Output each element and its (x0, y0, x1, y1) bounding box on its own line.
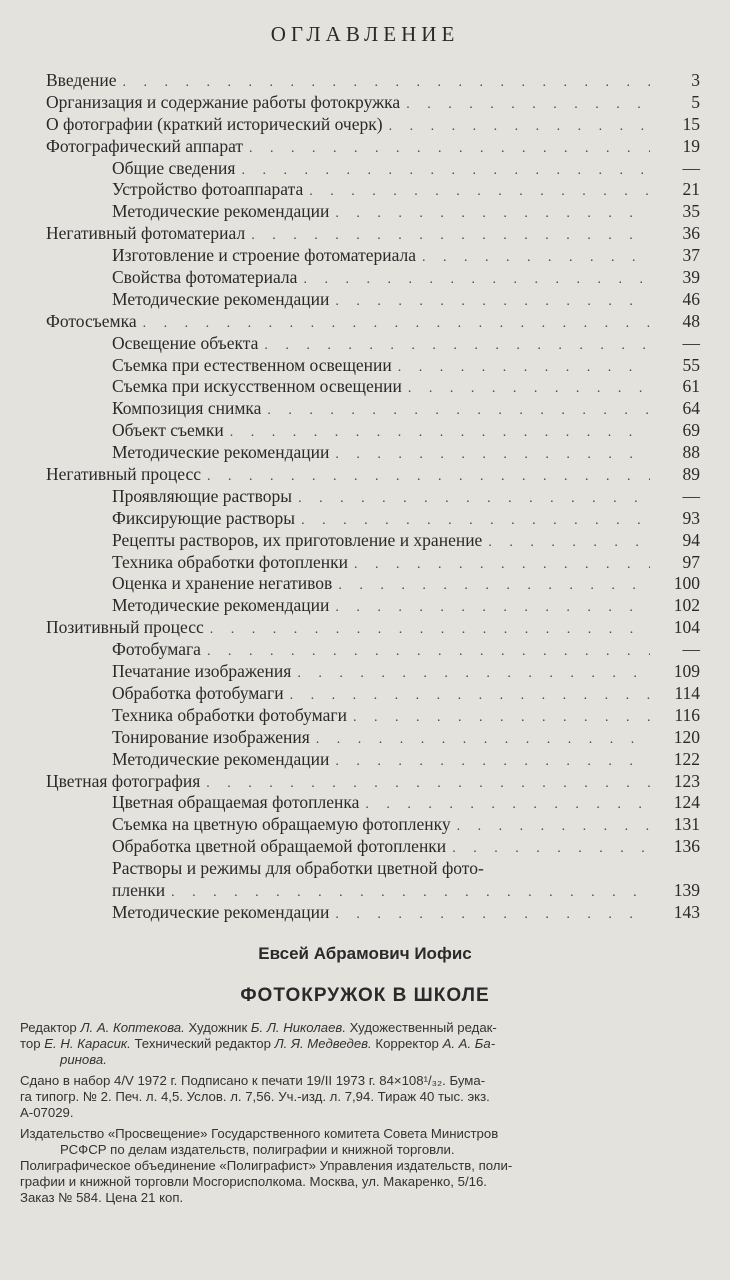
toc-entry (46, 858, 700, 880)
toc-entry-page: 35 (682, 201, 700, 222)
toc-leader-dots (123, 72, 650, 94)
toc-entry-page: 88 (682, 442, 700, 463)
table-of-contents (46, 70, 700, 924)
toc-entry (46, 617, 700, 639)
toc-entry-page: 15 (682, 113, 700, 134)
toc-entry-label: Растворы и режимы для обработки цветной фото- (112, 858, 484, 879)
toc-entry-page: 116 (674, 704, 700, 725)
toc-entry-page: 39 (682, 267, 700, 288)
art-editor-name: Е. Н. Карасик. (44, 1036, 131, 1051)
toc-entry (46, 376, 700, 398)
toc-entry-page: 93 (682, 507, 700, 528)
toc-entry-page: 97 (682, 551, 700, 572)
imprint-credits (20, 1020, 720, 1068)
toc-entry-page: 120 (673, 726, 700, 747)
toc-entry-label: О фотографии (краткий исторический очерк) (46, 113, 383, 134)
artist-name: Б. Л. Николаев. (250, 1020, 346, 1035)
toc-entry-page: 69 (682, 420, 700, 441)
toc-entry-page: 139 (673, 879, 700, 900)
toc-entry-label: Съемка при искусственном освещении (112, 376, 402, 397)
toc-entry-label: Цветная фотография (46, 770, 201, 791)
editor-name: Л. А. Коптекова. (80, 1020, 185, 1035)
order-price-line: Заказ № 584. Цена 21 коп. (20, 1190, 184, 1205)
toc-entry-label: Введение (46, 70, 117, 90)
toc-leader-dots (338, 575, 650, 597)
toc-entry-label: Техника обработки фотобумаги (112, 704, 347, 725)
toc-entry-label: пленки (112, 879, 166, 900)
toc-entry-page: 46 (682, 288, 700, 309)
toc-entry-label: Общие сведения (112, 157, 236, 178)
toc-entry-label: Тонирование изображения (112, 726, 310, 747)
toc-entry-page: 89 (682, 464, 700, 485)
toc-leader-dots (457, 816, 650, 838)
toc-entry (46, 595, 700, 617)
toc-entry-page: 36 (682, 223, 700, 244)
publisher-line: Полиграфическое объединение «Полиграфист» Управления издательств, поли- (20, 1158, 513, 1173)
toc-leader-dots (488, 532, 650, 554)
toc-leader-dots (335, 597, 650, 619)
toc-entry-page: 64 (682, 398, 700, 419)
toc-entry-page: 21 (682, 179, 700, 200)
toc-leader-dots (241, 160, 650, 182)
toc-leader-dots (143, 313, 650, 335)
toc-entry (46, 661, 700, 683)
toc-leader-dots (207, 641, 650, 663)
toc-entry (46, 464, 700, 486)
toc-entry-label: Обработка цветной обращаемой фотопленки (112, 836, 447, 857)
toc-entry (46, 267, 700, 289)
toc-entry-label: Съемка при естественном освещении (112, 354, 392, 375)
toc-leader-dots (408, 378, 650, 400)
toc-leader-dots (264, 335, 650, 357)
toc-entry-label: Рецепты растворов, их приготовление и хранение (112, 529, 483, 550)
tech-editor-label: Технический редактор (134, 1036, 271, 1051)
toc-leader-dots (303, 269, 650, 291)
toc-entry-page: 109 (673, 661, 700, 682)
toc-entry-label: Методические рекомендации (112, 748, 330, 769)
toc-leader-dots (298, 488, 650, 510)
toc-leader-dots (389, 116, 650, 138)
toc-entry-page: 131 (673, 814, 700, 835)
toc-entry (46, 223, 700, 245)
toc-entry (46, 486, 700, 508)
toc-entry-label: Негативный процесс (46, 464, 202, 485)
publisher-line: графии и книжной торговли Мосгорисполкома. Москва, ул. Макаренко, 5/16. (20, 1174, 487, 1189)
editor-label: Редактор (20, 1020, 77, 1035)
author-name: Евсей Абрамович Иофис (258, 944, 472, 963)
toc-leader-dots (249, 138, 650, 160)
toc-entry-page: 61 (682, 376, 700, 397)
corrector-name-cont: ринова. (60, 1052, 107, 1067)
toc-entry (46, 814, 700, 836)
toc-entry (46, 705, 700, 727)
toc-entry-label: Съемка на цветную обращаемую фотопленку (112, 814, 451, 835)
toc-entry (46, 289, 700, 311)
toc-entry-label: Методические рекомендации (112, 442, 330, 463)
toc-entry-label: Методические рекомендации (112, 595, 330, 616)
toc-entry-label: Обработка фотобумаги (112, 682, 284, 703)
toc-entry-label: Позитивный процесс (46, 617, 204, 638)
toc-entry-label: Организация и содержание работы фотокружка (46, 91, 401, 112)
toc-entry (46, 639, 700, 661)
toc-leader-dots (301, 510, 650, 532)
toc-entry-page: — (682, 332, 700, 353)
toc-entry (46, 902, 700, 924)
toc-entry-page: 123 (673, 770, 700, 791)
toc-entry-page: 48 (682, 310, 700, 331)
toc-leader-dots (251, 225, 650, 247)
toc-entry-page: 114 (674, 682, 700, 703)
toc-entry-page: 104 (673, 617, 700, 638)
toc-leader-dots (335, 291, 650, 313)
toc-entry (46, 158, 700, 180)
toc-leader-dots (316, 729, 650, 751)
toc-leader-dots (210, 619, 650, 641)
toc-entry (46, 880, 700, 902)
art-editor-label-cont: тор (20, 1036, 41, 1051)
toc-entry (46, 355, 700, 377)
toc-entry (46, 792, 700, 814)
toc-entry-page: 94 (682, 529, 700, 550)
toc-entry-page: 102 (673, 595, 700, 616)
toc-entry (46, 311, 700, 333)
toc-entry-label: Проявляющие растворы (112, 485, 293, 506)
toc-entry-label: Объект съемки (112, 420, 224, 441)
toc-entry (46, 136, 700, 158)
toc-leader-dots (290, 685, 650, 707)
publisher-line: РСФСР по делам издательств, полиграфии и книжной торговли. (60, 1142, 455, 1157)
toc-title: ОГЛАВЛЕНИЕ (270, 22, 460, 46)
toc-leader-dots (365, 794, 650, 816)
toc-leader-dots (354, 554, 650, 576)
toc-entry-label: Композиция снимка (112, 398, 262, 419)
toc-entry (46, 508, 700, 530)
toc-leader-dots (335, 904, 650, 926)
toc-entry-label: Оценка и хранение негативов (112, 573, 333, 594)
imprint-print-info (20, 1073, 720, 1121)
toc-entry-page: 5 (691, 91, 700, 112)
toc-entry (46, 114, 700, 136)
toc-leader-dots (398, 357, 650, 379)
toc-leader-dots (452, 838, 650, 860)
toc-entry-page: 19 (682, 135, 700, 156)
toc-entry (46, 245, 700, 267)
toc-leader-dots (422, 247, 650, 269)
toc-entry (46, 573, 700, 595)
tech-editor-name: Л. Я. Медведев. (274, 1036, 372, 1051)
toc-entry-label: Свойства фотоматериала (112, 267, 298, 288)
toc-entry (46, 771, 700, 793)
toc-leader-dots (206, 773, 650, 795)
toc-entry-page: 136 (673, 836, 700, 857)
print-info-line: А-07029. (20, 1105, 74, 1120)
toc-entry (46, 836, 700, 858)
toc-entry (46, 420, 700, 442)
toc-entry (46, 70, 700, 92)
toc-entry-label: Фотобумага (112, 639, 201, 660)
toc-entry-label: Устройство фотоаппарата (112, 179, 304, 200)
toc-entry-page: 37 (682, 245, 700, 266)
toc-entry-page: 122 (673, 748, 700, 769)
toc-entry-label: Методические рекомендации (112, 901, 330, 922)
toc-leader-dots (267, 400, 650, 422)
toc-entry (46, 749, 700, 771)
toc-entry-page: 143 (673, 901, 700, 922)
toc-entry-page: 3 (691, 70, 700, 90)
print-info-line: Сдано в набор 4/V 1972 г. Подписано к печати 19/II 1973 г. 84×108¹/₃₂. Бума- (20, 1073, 486, 1088)
toc-entry (46, 552, 700, 574)
toc-entry-label: Методические рекомендации (112, 201, 330, 222)
toc-entry-label: Освещение объекта (112, 332, 259, 353)
toc-leader-dots (230, 422, 650, 444)
toc-leader-dots (406, 94, 650, 116)
toc-entry (46, 179, 700, 201)
art-editor-label: Художественный редак- (349, 1020, 497, 1035)
toc-entry-page: 55 (682, 354, 700, 375)
toc-leader-dots (309, 181, 650, 203)
toc-leader-dots (171, 882, 650, 904)
toc-entry-page: 124 (673, 792, 700, 813)
toc-entry-label: Изготовление и строение фотоматериала (112, 245, 417, 266)
toc-entry-page: — (682, 639, 700, 660)
toc-entry (46, 333, 700, 355)
toc-entry-label: Фотографический аппарат (46, 135, 244, 156)
book-title: ФОТОКРУЖОК В ШКОЛЕ (240, 985, 490, 1006)
toc-entry-label: Негативный фотоматериал (46, 223, 246, 244)
toc-entry-page: 100 (673, 573, 700, 594)
artist-label: Художник (188, 1020, 248, 1035)
toc-entry-page: — (682, 485, 700, 506)
toc-leader-dots (207, 466, 650, 488)
toc-entry (46, 201, 700, 223)
toc-entry-page: — (682, 157, 700, 178)
toc-entry-label: Техника обработки фотопленки (112, 551, 349, 572)
imprint-publisher (20, 1126, 720, 1206)
toc-entry (46, 727, 700, 749)
toc-leader-dots (335, 444, 650, 466)
toc-entry-label: Печатание изображения (112, 661, 292, 682)
toc-entry (46, 92, 700, 114)
toc-entry-label: Фиксирующие растворы (112, 507, 296, 528)
toc-leader-dots (297, 663, 650, 685)
corrector-label: Корректор (375, 1036, 439, 1051)
toc-leader-dots (335, 203, 650, 225)
toc-entry (46, 442, 700, 464)
toc-entry-label: Цветная обращаемая фотопленка (112, 792, 360, 813)
print-info-line: га типогр. № 2. Печ. л. 4,5. Услов. л. 7,56. Уч.-изд. л. 7,94. Тираж 40 тыс. экз. (20, 1089, 490, 1104)
toc-leader-dots (353, 707, 650, 729)
toc-entry (46, 530, 700, 552)
toc-entry-label: Методические рекомендации (112, 288, 330, 309)
toc-entry (46, 683, 700, 705)
publisher-line: Издательство «Просвещение» Государственного комитета Совета Министров (20, 1126, 499, 1141)
toc-entry (46, 398, 700, 420)
toc-leader-dots (335, 751, 650, 773)
corrector-name: А. А. Ба- (442, 1036, 496, 1051)
toc-entry-label: Фотосъемка (46, 310, 137, 331)
